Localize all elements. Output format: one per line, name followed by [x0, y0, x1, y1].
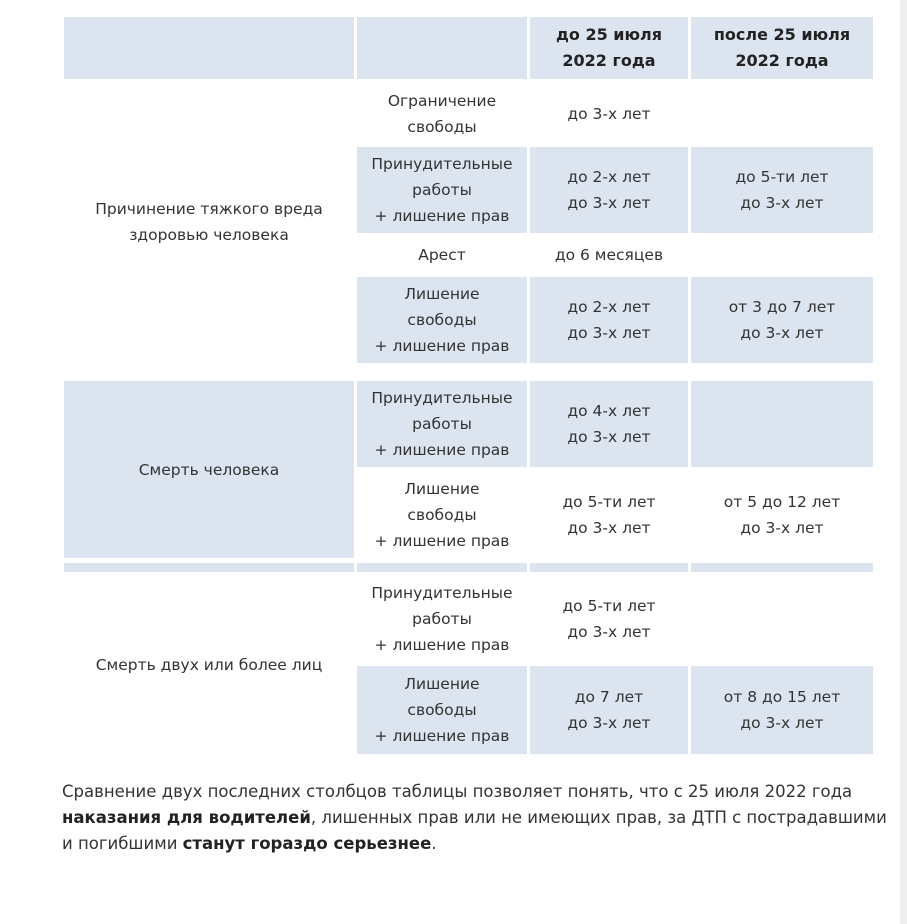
punishment-cell [357, 666, 527, 754]
punishment-text: Ограничение свободы [387, 92, 497, 136]
punishment-text: Принудительные работы + лишение прав [371, 584, 513, 654]
paragraph-bold: станут гораздо серьезнее [182, 834, 432, 853]
separator-bg [691, 563, 873, 572]
after-text: до 5-ти лет до 3-х лет [735, 168, 829, 212]
after-cell [691, 147, 873, 233]
after-text: от 8 до 15 лет до 3-х лет [723, 688, 841, 732]
before-text: до 2-х лет до 3-х лет [567, 168, 651, 212]
before-text: до 2-х лет до 3-х лет [567, 298, 651, 342]
after-cell [691, 381, 873, 467]
before-cell [530, 381, 688, 467]
before-text: до 4-х лет до 3-х лет [567, 402, 651, 446]
separator-bg [64, 563, 354, 572]
after-cell [691, 237, 873, 273]
paragraph-text: Сравнение двух последних столбцов таблицы позволяет понять, что с 25 июля 2022 года [62, 782, 853, 801]
before-cell [530, 471, 688, 559]
offense-label [64, 82, 354, 362]
before-cell [530, 576, 688, 662]
punishment-cell [357, 237, 527, 273]
offense-label [64, 575, 354, 755]
paragraph-bold: наказания для водителей [62, 808, 311, 827]
paragraph-text: . [431, 834, 437, 853]
punishment-text: Лишение свободы + лишение прав [374, 675, 510, 745]
offense-text: Смерть двух или более лиц [95, 656, 323, 674]
punishment-cell [357, 381, 527, 467]
punishment-cell [357, 147, 527, 233]
header-bg-col1 [64, 17, 354, 79]
punishment-text: Арест [418, 246, 466, 264]
punishment-cell [357, 277, 527, 363]
header-after-date [691, 17, 873, 79]
offense-text: Смерть человека [138, 460, 280, 479]
after-cell [691, 277, 873, 363]
header-text: до 25 июля 2022 года [555, 25, 663, 70]
before-text: до 6 месяцев [554, 246, 664, 264]
separator-bg [530, 563, 688, 572]
separator-bg [357, 563, 527, 572]
before-cell [530, 85, 688, 143]
punishment-cell [357, 576, 527, 662]
header-before-date [530, 17, 688, 79]
right-edge-divider [900, 0, 907, 924]
header-text: после 25 июля 2022 года [713, 25, 851, 70]
after-cell [691, 471, 873, 559]
before-cell [530, 666, 688, 754]
punishment-text: Принудительные работы + лишение прав [371, 389, 513, 459]
punishment-cell [357, 471, 527, 559]
before-cell [530, 147, 688, 233]
before-text: до 5-ти лет до 3-х лет [562, 597, 656, 641]
offense-text: Причинение тяжкого вреда здоровью человека [95, 200, 323, 244]
after-text: от 3 до 7 лет до 3-х лет [728, 298, 836, 342]
after-cell [691, 576, 873, 662]
punishment-cell [357, 85, 527, 143]
after-text: от 5 до 12 лет до 3-х лет [723, 493, 841, 537]
offense-label [64, 381, 354, 558]
after-cell [691, 85, 873, 143]
before-text: до 3-х лет [567, 105, 651, 123]
header-bg-col2 [357, 17, 527, 79]
punishment-text: Принудительные работы + лишение прав [371, 155, 513, 225]
before-text: до 5-ти лет до 3-х лет [562, 493, 656, 537]
punishment-text: Лишение свободы + лишение прав [374, 285, 510, 355]
before-text: до 7 лет до 3-х лет [567, 688, 651, 732]
before-cell [530, 277, 688, 363]
after-cell [691, 666, 873, 754]
summary-paragraph [62, 779, 892, 857]
before-cell [530, 237, 688, 273]
paragraph-text: , лишенных прав или не имеющих прав, за ДТП с пострадавшими и погибшими [62, 808, 887, 853]
punishment-text: Лишение свободы + лишение прав [374, 480, 510, 550]
